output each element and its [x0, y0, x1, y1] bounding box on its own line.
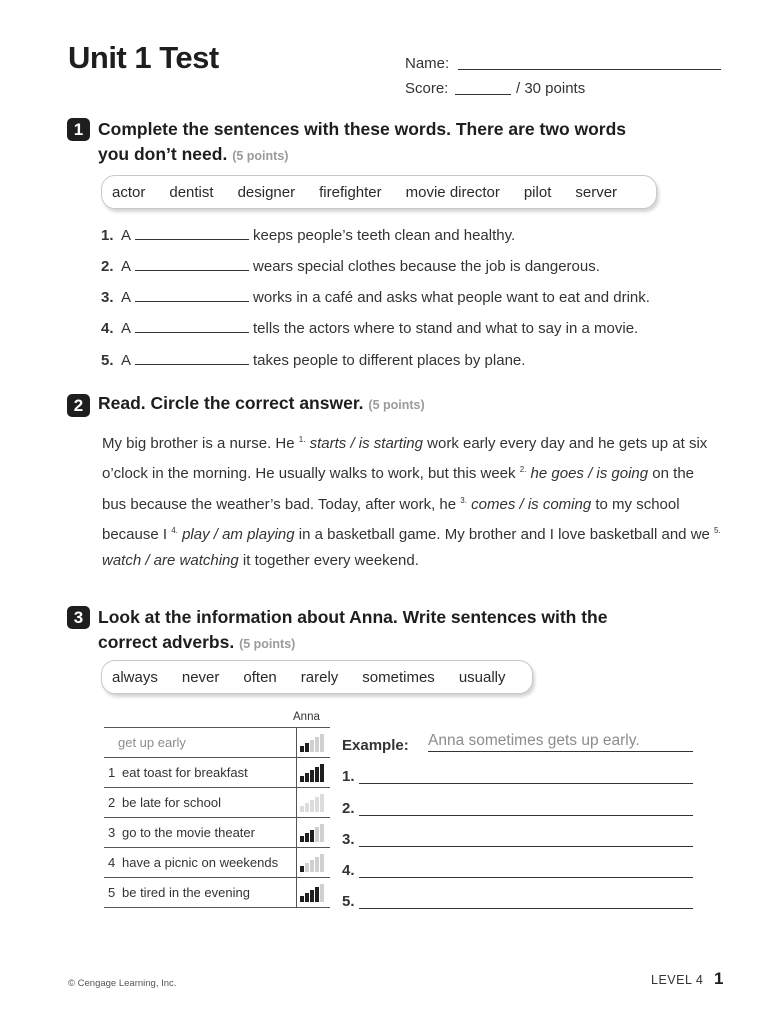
frequency-cell	[297, 788, 331, 818]
example-answer: Anna sometimes gets up early.	[428, 732, 640, 749]
section-number-badge: 2	[67, 394, 90, 417]
frequency-bar	[305, 743, 309, 752]
section-title	[98, 117, 626, 169]
frequency-bar	[315, 857, 319, 872]
activity-cell	[104, 818, 297, 848]
frequency-bar	[300, 866, 304, 872]
table-row	[104, 848, 330, 878]
points-label: (5 points)	[239, 637, 296, 651]
passage-text: to my school because I	[102, 495, 680, 543]
question-number: 4.	[101, 320, 114, 337]
frequency-bars-icon	[300, 764, 330, 782]
word-bank-item: never	[181, 668, 220, 686]
frequency-bars-icon	[300, 734, 330, 752]
section-title-line: Look at the information about Anna. Write sentences with the	[98, 607, 608, 627]
section-title-text: you don’t need.	[98, 144, 228, 164]
frequency-bar	[320, 884, 324, 902]
frequency-bar	[320, 794, 324, 812]
frequency-bar	[320, 764, 324, 782]
frequency-cell	[297, 728, 331, 758]
frequency-bar	[310, 860, 314, 872]
frequency-bar	[320, 734, 324, 752]
frequency-cell	[297, 758, 331, 788]
word-bank	[101, 175, 657, 209]
frequency-bar	[315, 737, 319, 752]
choice-number: 4.	[171, 525, 178, 535]
activity-cell	[104, 878, 297, 908]
frequency-bars-icon	[300, 794, 330, 812]
question-text: takes people to different places by plane.	[253, 352, 526, 369]
word-bank-item: designer	[237, 183, 296, 201]
name-field-row	[405, 55, 449, 72]
passage-text: on the bus because the weather’s bad. Today, after work, he	[102, 465, 695, 513]
section-number-badge: 3	[67, 606, 90, 629]
question-number: 2.	[101, 258, 114, 275]
section-title-line	[98, 630, 607, 657]
answer-choice[interactable]: starts / is starting	[309, 435, 423, 452]
table-row	[104, 878, 330, 908]
passage-text: My big brother is a nurse. He	[102, 435, 295, 452]
choice-number: 2.	[519, 465, 527, 475]
word-bank-item: actor	[112, 183, 146, 201]
reading-passage	[102, 427, 722, 574]
name-label: Name:	[405, 55, 450, 72]
table-row	[104, 818, 330, 848]
table-row	[104, 758, 330, 788]
page-number: 1	[714, 969, 724, 988]
question-article: A	[121, 227, 132, 244]
score-total: / 30 points	[516, 80, 586, 97]
points-label: (5 points)	[232, 149, 289, 163]
activity-text: have a picnic on weekends	[122, 855, 279, 870]
answer-choice[interactable]: he goes / is going	[530, 465, 649, 483]
question-text: wears special clothes because the job is dangerous.	[253, 258, 600, 275]
name-field[interactable]	[458, 69, 721, 70]
question-number: 5.	[101, 352, 114, 369]
answer-choice[interactable]: play / am playing	[182, 525, 295, 543]
question-item	[101, 289, 650, 306]
word-bank-item: always	[112, 668, 158, 686]
frequency-bar	[305, 863, 309, 872]
answer-line[interactable]	[359, 846, 693, 847]
frequency-bar	[300, 746, 304, 752]
column-label: Anna	[293, 711, 320, 723]
word-bank-item: firefighter	[319, 183, 382, 201]
frequency-bar	[310, 890, 314, 902]
question-article: A	[121, 258, 132, 275]
word-bank-item: pilot	[523, 183, 552, 201]
activity-cell	[104, 848, 297, 878]
word-bank-item: often	[243, 668, 277, 686]
frequency-bar	[305, 803, 309, 812]
table-row	[104, 788, 330, 818]
choice-number: 3.	[460, 495, 467, 505]
activity-text: be late for school	[122, 795, 222, 810]
frequency-bar	[310, 740, 314, 752]
frequency-bar	[315, 827, 319, 842]
frequency-bar	[310, 800, 314, 812]
passage-text: work early every day and he gets up at six o’clock in the morning. He usually walks to work, but this week	[102, 435, 708, 483]
score-field-row	[405, 80, 448, 97]
section-title-text: Read. Circle the correct answer.	[98, 393, 364, 413]
answer-blank[interactable]	[135, 258, 249, 271]
answer-choice[interactable]: watch / are watching	[102, 552, 239, 570]
answer-number: 2.	[342, 800, 355, 817]
answer-blank[interactable]	[135, 289, 249, 302]
frequency-bars-icon	[300, 884, 330, 902]
answer-number: 4.	[342, 862, 355, 879]
question-text: tells the actors where to stand and what to say in a movie.	[253, 320, 639, 337]
activity-cell	[104, 728, 297, 758]
question-item	[101, 227, 515, 244]
question-item	[101, 320, 638, 337]
question-item	[101, 258, 600, 275]
section-title	[98, 605, 607, 657]
frequency-bar	[300, 896, 304, 902]
frequency-bar	[305, 833, 309, 842]
row-number: 3	[108, 825, 116, 840]
activity-text: go to the movie theater	[122, 825, 255, 840]
word-bank-item: dentist	[169, 183, 214, 201]
frequency-bar	[315, 767, 319, 782]
activity-text: get up early	[118, 735, 186, 750]
row-number: 2	[108, 795, 116, 810]
frequency-bar	[320, 824, 324, 842]
question-number: 3.	[101, 289, 114, 306]
question-text: works in a café and asks what people want to eat and drink.	[253, 289, 650, 306]
word-bank-item: movie director	[405, 183, 500, 201]
level-label: LEVEL 4	[651, 973, 704, 987]
frequency-cell	[297, 878, 331, 908]
frequency-bar	[300, 806, 304, 812]
answer-number: 5.	[342, 893, 355, 910]
frequency-bars-icon	[300, 854, 330, 872]
word-bank	[101, 660, 533, 694]
frequency-bar	[320, 854, 324, 872]
frequency-table	[104, 727, 330, 908]
row-number: 4	[108, 855, 116, 870]
activity-cell	[104, 788, 297, 818]
example-answer-line	[428, 751, 693, 752]
section-number-badge: 1	[67, 118, 90, 141]
answer-blank[interactable]	[135, 352, 249, 365]
frequency-bar	[305, 893, 309, 902]
question-item	[101, 352, 525, 369]
passage-text: in a basketball game. My brother and I love basketball and we	[298, 525, 710, 543]
frequency-cell	[297, 818, 331, 848]
example-label: Example:	[342, 737, 409, 754]
question-article: A	[121, 352, 132, 369]
answer-choice[interactable]: comes / is coming	[471, 495, 592, 513]
word-bank-item: server	[575, 183, 618, 201]
question-article: A	[121, 320, 132, 337]
row-number: 5	[108, 885, 116, 900]
frequency-bar	[315, 887, 319, 902]
frequency-bars-icon	[300, 824, 330, 842]
answer-blank[interactable]	[135, 227, 249, 240]
frequency-bar	[300, 836, 304, 842]
points-label: (5 points)	[368, 398, 425, 412]
frequency-bar	[310, 770, 314, 782]
section-title	[98, 391, 425, 418]
score-label: Score:	[405, 80, 449, 97]
choice-number: 5.	[714, 525, 721, 535]
answer-line[interactable]	[359, 877, 693, 878]
row-number: 1	[108, 765, 116, 780]
choice-number: 1.	[298, 435, 306, 444]
answer-line[interactable]	[359, 815, 693, 816]
section-title-line: Complete the sentences with these words. There are two words	[98, 119, 627, 139]
activity-text: be tired in the evening	[122, 885, 250, 900]
frequency-cell	[297, 848, 331, 878]
answer-number: 1.	[342, 768, 355, 785]
page-title: Unit 1 Test	[68, 40, 219, 75]
frequency-bar	[305, 773, 309, 782]
word-bank-item: sometimes	[362, 668, 435, 686]
copyright: © Cengage Learning, Inc.	[68, 978, 177, 989]
answer-blank[interactable]	[135, 320, 249, 333]
passage-text: it together every weekend.	[242, 552, 419, 570]
answer-line[interactable]	[359, 783, 693, 784]
word-bank-item: usually	[458, 668, 506, 686]
section-title-line	[98, 142, 626, 169]
answer-number: 3.	[342, 831, 355, 848]
frequency-bar	[310, 830, 314, 842]
frequency-bar	[300, 776, 304, 782]
table-row	[104, 728, 330, 758]
activity-text: eat toast for breakfast	[122, 765, 248, 780]
section-title-text: correct adverbs.	[98, 632, 235, 652]
score-field[interactable]	[455, 94, 511, 95]
word-bank-item: rarely	[300, 668, 339, 686]
activity-cell	[104, 758, 297, 788]
question-number: 1.	[101, 227, 114, 244]
question-article: A	[121, 289, 132, 306]
question-text: keeps people’s teeth clean and healthy.	[253, 227, 516, 244]
answer-line[interactable]	[359, 908, 693, 909]
frequency-bar	[315, 797, 319, 812]
